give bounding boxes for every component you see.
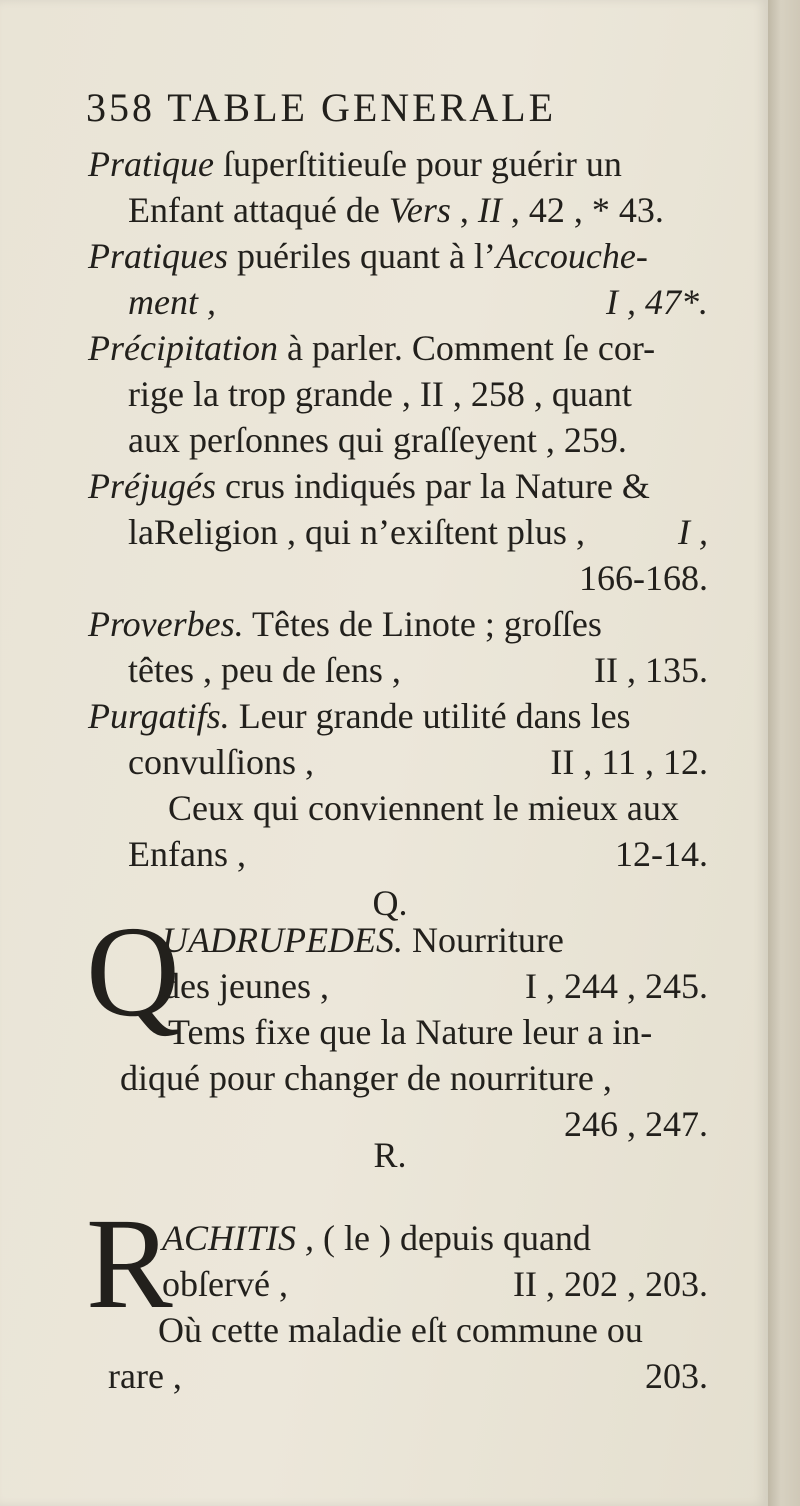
page-edge <box>768 0 800 1506</box>
entry-text: Accouche- <box>495 236 648 276</box>
entry-text: Nourriture <box>402 920 564 960</box>
entry-term: ACHITIS , <box>162 1218 314 1258</box>
entry-line <box>108 1354 708 1398</box>
entry-text: Leur grande utilité dans les <box>229 696 631 736</box>
entry-text: ment , <box>128 282 216 322</box>
entry-term: UADRUPEDES. <box>162 920 403 960</box>
entry-term: Proverbes. <box>88 604 244 644</box>
entry-reference: I , 47*. <box>606 282 708 322</box>
dropcap-q: Q <box>86 900 180 1044</box>
entry-reference: I , 244 , 245. <box>525 966 708 1006</box>
entry-text: ſuperſtitieuſe pour guérir un <box>222 144 622 184</box>
entry-reference: 166-168. <box>579 558 708 598</box>
entry-line <box>128 188 664 232</box>
entry-term: Pratique <box>88 144 214 184</box>
entry-term: Préjugés <box>88 466 216 506</box>
entry-term: Pratiques <box>88 236 228 276</box>
entry-reference: 12-14. <box>615 834 708 874</box>
entry-term: Précipitation <box>88 328 278 368</box>
entry-text: puériles quant à l’ <box>228 236 496 276</box>
entry-text: Où cette maladie eſt commune ou <box>158 1310 643 1350</box>
entry-text: crus indiqués par la Nature & <box>215 466 650 506</box>
entry-line <box>162 964 708 1008</box>
entry-text: obſervé , <box>162 1264 288 1304</box>
running-header <box>86 84 666 132</box>
section-letter-r: R. <box>373 1135 407 1175</box>
entry-line <box>128 510 708 554</box>
entry-line <box>128 832 708 876</box>
entry-line <box>162 918 564 962</box>
entry-text: Ceux qui conviennent le mieux aux <box>168 788 679 828</box>
entry-text: à parler. Comment ſe cor- <box>277 328 656 368</box>
page-title: TABLE GENERALE <box>167 85 557 130</box>
entry-text: ( le ) depuis quand <box>314 1218 591 1258</box>
entry-line <box>88 602 602 646</box>
entry-reference: II , 135. <box>594 650 708 690</box>
entry-text: II <box>477 190 502 230</box>
section-letter-q: Q. <box>372 883 408 923</box>
entry-term: Purgatifs. <box>88 696 230 736</box>
entry-text: , <box>450 190 478 230</box>
entry-line <box>88 142 622 186</box>
entry-line <box>128 280 708 324</box>
entry-text: Vers <box>388 190 451 230</box>
entry-text: rige la trop grande , II , 258 , quant <box>128 374 632 414</box>
entry-line <box>88 694 631 738</box>
page-number: 358 <box>86 85 155 130</box>
entry-text: Enfant attaqué de <box>128 190 389 230</box>
entry-text: Tems fixe que la Nature leur a in- <box>168 1012 653 1052</box>
entry-line <box>128 648 708 692</box>
entry-reference: II , 202 , 203. <box>513 1264 708 1304</box>
entry-reference: I , <box>678 512 708 552</box>
entry-text: Enfans , <box>128 834 246 874</box>
entry-reference: 203. <box>645 1356 708 1396</box>
entry-text: laReligion , qui n’exiſtent plus , <box>128 512 585 552</box>
entry-text: aux perſonnes qui graſſeyent , 259. <box>128 420 627 460</box>
entry-text: têtes , peu de ſens , <box>128 650 401 690</box>
entry-line <box>162 1262 708 1306</box>
entry-text: convulſions , <box>128 742 314 782</box>
entry-line <box>128 556 708 600</box>
entry-text: rare , <box>108 1356 182 1396</box>
entry-line <box>88 464 650 508</box>
entry-reference: 246 , 247. <box>564 1104 708 1144</box>
entry-text: , 42 , * 43. <box>501 190 664 230</box>
entry-line <box>88 326 655 370</box>
dropcap-r: R <box>86 1192 173 1336</box>
entry-reference: II , 11 , 12. <box>550 742 708 782</box>
entry-text: diqué pour changer de nourriture , <box>120 1058 612 1098</box>
entry-line <box>162 1216 591 1260</box>
entry-line <box>88 234 648 278</box>
entry-text: des jeunes , <box>162 966 329 1006</box>
entry-line <box>128 740 708 784</box>
entry-text: Têtes de Linote ; groſſes <box>243 604 602 644</box>
